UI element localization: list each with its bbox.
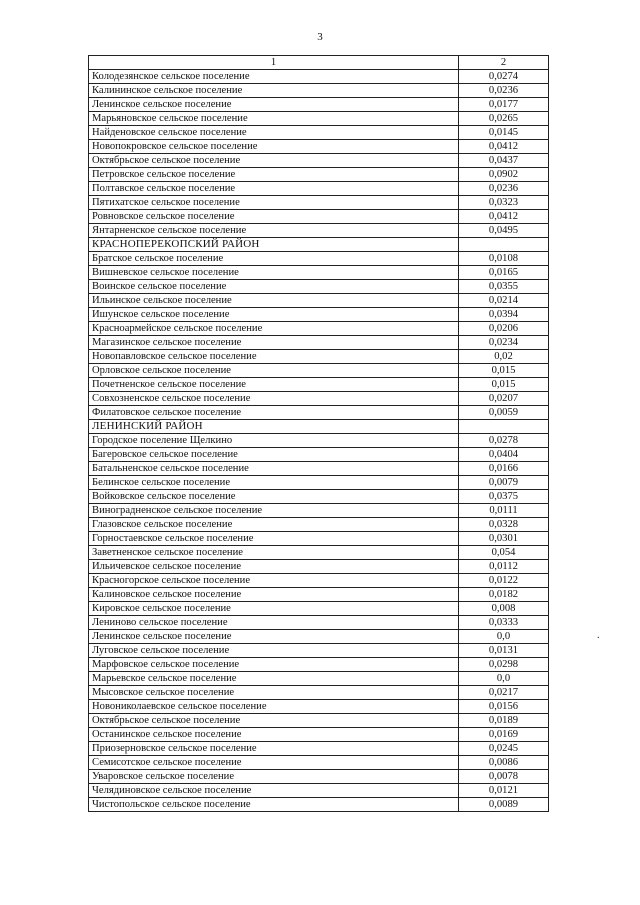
table-row [89,658,549,672]
settlement-name: Багеровское сельское поселение [89,448,459,462]
settlement-name: Марьяновское сельское поселение [89,112,459,126]
table-row [89,448,549,462]
settlement-value: 0,0078 [459,770,549,784]
settlement-value: 0,0412 [459,140,549,154]
settlement-value: 0,0 [459,630,549,644]
table-row [89,770,549,784]
settlement-name: Пятихатское сельское поселение [89,196,459,210]
settlement-name: Глазовское сельское поселение [89,518,459,532]
settlement-value: 0,0375 [459,490,549,504]
table-row [89,588,549,602]
settlement-value: 0,0495 [459,224,549,238]
table-row [89,532,549,546]
table-row [89,546,549,560]
settlement-value: 0,0166 [459,462,549,476]
table-row [89,602,549,616]
settlement-name: Семисотское сельское поселение [89,756,459,770]
settlement-name: Вишневское сельское поселение [89,266,459,280]
settlement-value: 0,0086 [459,756,549,770]
table-row [89,756,549,770]
table-row [89,644,549,658]
settlement-name: Белинское сельское поселение [89,476,459,490]
table-row [89,98,549,112]
settlement-name: Челядиновское сельское поселение [89,784,459,798]
page-number: 3 [317,31,323,43]
settlements-table [88,55,549,812]
table-row [89,112,549,126]
column-header-1: 1 [89,56,459,70]
settlement-name: Ильинское сельское поселение [89,294,459,308]
table-row [89,210,549,224]
settlement-name: Филатовское сельское поселение [89,406,459,420]
table-row [89,196,549,210]
table-row [89,784,549,798]
settlement-name: Полтавское сельское поселение [89,182,459,196]
settlement-name: Марфовское сельское поселение [89,658,459,672]
settlement-name: Янтарненское сельское поселение [89,224,459,238]
settlement-value: 0,0122 [459,574,549,588]
settlement-name: Заветненское сельское поселение [89,546,459,560]
settlement-name: Магазинское сельское поселение [89,336,459,350]
settlement-value: 0,0234 [459,336,549,350]
settlement-value: 0,0089 [459,798,549,812]
settlement-value: 0,008 [459,602,549,616]
settlement-value: 0,054 [459,546,549,560]
district-row [89,238,549,252]
settlement-name: Новониколаевское сельское поселение [89,700,459,714]
settlement-name: Луговское сельское поселение [89,644,459,658]
settlement-value: 0,0108 [459,252,549,266]
settlement-value [459,238,549,252]
settlement-name: Орловское сельское поселение [89,364,459,378]
table-row [89,504,549,518]
table-row [89,490,549,504]
table-row [89,308,549,322]
settlement-name: Ровновское сельское поселение [89,210,459,224]
settlement-name: Горностаевское сельское поселение [89,532,459,546]
settlement-name: Лениново сельское поселение [89,616,459,630]
settlement-name: Кировское сельское поселение [89,602,459,616]
district-name: КРАСНОПЕРЕКОПСКИЙ РАЙОН [89,238,459,252]
district-row [89,420,549,434]
table-row [89,672,549,686]
settlement-value: 0,0236 [459,182,549,196]
table-row [89,154,549,168]
settlement-value: 0,0189 [459,714,549,728]
settlement-name: Калиновское сельское поселение [89,588,459,602]
settlement-name: Батальненское сельское поселение [89,462,459,476]
table-row [89,224,549,238]
table-row [89,322,549,336]
settlement-name: Октябрьское сельское поселение [89,154,459,168]
settlement-value [459,420,549,434]
settlement-value: 0,0145 [459,126,549,140]
settlement-name: Калининское сельское поселение [89,84,459,98]
settlement-name: Мысовское сельское поселение [89,686,459,700]
settlement-value: 0,0079 [459,476,549,490]
settlement-name: Виноградненское сельское поселение [89,504,459,518]
settlement-name: Ильичевское сельское поселение [89,560,459,574]
settlement-value: 0,0298 [459,658,549,672]
settlement-name: Октябрьское сельское поселение [89,714,459,728]
settlement-name: Городское поселение Щелкино [89,434,459,448]
settlement-value: 0,0121 [459,784,549,798]
table-row [89,336,549,350]
settlement-value: 0,0394 [459,308,549,322]
district-name: ЛЕНИНСКИЙ РАЙОН [89,420,459,434]
table-row [89,574,549,588]
stray-mark: . [597,630,600,641]
settlement-value: 0,0328 [459,518,549,532]
settlement-name: Останинское сельское поселение [89,728,459,742]
table-row [89,406,549,420]
settlement-value: 0,0278 [459,434,549,448]
settlement-value: 0,0206 [459,322,549,336]
table-row [89,434,549,448]
settlement-name: Петровское сельское поселение [89,168,459,182]
settlement-name: Почетненское сельское поселение [89,378,459,392]
table-row [89,126,549,140]
table-row [89,350,549,364]
settlement-name: Войковское сельское поселение [89,490,459,504]
settlement-name: Чистопольское сельское поселение [89,798,459,812]
table-row [89,140,549,154]
settlement-value: 0,0323 [459,196,549,210]
settlement-value: 0,0182 [459,588,549,602]
column-header-2: 2 [459,56,549,70]
table-row [89,252,549,266]
table-body [89,70,549,812]
settlement-value: 0,0111 [459,504,549,518]
settlement-value: 0,015 [459,364,549,378]
settlement-name: Ленинское сельское поселение [89,630,459,644]
table-row [89,518,549,532]
table-row [89,462,549,476]
settlement-name: Новопавловское сельское поселение [89,350,459,364]
settlement-value: 0,0412 [459,210,549,224]
table-row [89,728,549,742]
settlement-value: 0,0274 [459,70,549,84]
settlement-name: Колодезянское сельское поселение [89,70,459,84]
settlement-name: Ленинское сельское поселение [89,98,459,112]
table-row [89,378,549,392]
settlement-value: 0,0265 [459,112,549,126]
settlement-value: 0,0245 [459,742,549,756]
settlement-value: 0,0059 [459,406,549,420]
settlement-value: 0,0131 [459,644,549,658]
settlement-name: Найденовское сельское поселение [89,126,459,140]
settlement-value: 0,0112 [459,560,549,574]
settlement-name: Уваровское сельское поселение [89,770,459,784]
settlement-name: Братское сельское поселение [89,252,459,266]
settlement-value: 0,0355 [459,280,549,294]
table-row [89,266,549,280]
table-row [89,798,549,812]
table-header-row [89,56,549,70]
table-row [89,742,549,756]
settlement-value: 0,0902 [459,168,549,182]
settlement-value: 0,0236 [459,84,549,98]
table-row [89,630,549,644]
settlement-value: 0,0169 [459,728,549,742]
table-row [89,700,549,714]
settlement-value: 0,015 [459,378,549,392]
settlement-value: 0,0333 [459,616,549,630]
table-row [89,476,549,490]
table-row [89,168,549,182]
settlement-name: Красногорское сельское поселение [89,574,459,588]
settlement-name: Красноармейское сельское поселение [89,322,459,336]
table-row [89,560,549,574]
settlement-value: 0,0156 [459,700,549,714]
table-row [89,616,549,630]
table-row [89,280,549,294]
table-row [89,294,549,308]
table-row [89,686,549,700]
settlement-value: 0,0165 [459,266,549,280]
table-row [89,364,549,378]
table-row [89,182,549,196]
settlement-name: Совхозненское сельское поселение [89,392,459,406]
settlement-value: 0,0177 [459,98,549,112]
settlement-value: 0,0 [459,672,549,686]
settlement-name: Марьевское сельское поселение [89,672,459,686]
table-row [89,714,549,728]
table-row [89,84,549,98]
table-row [89,392,549,406]
settlement-name: Приозерновское сельское поселение [89,742,459,756]
settlement-value: 0,0301 [459,532,549,546]
table-row [89,70,549,84]
settlement-value: 0,0437 [459,154,549,168]
settlement-value: 0,0214 [459,294,549,308]
settlement-name: Новопокровское сельское поселение [89,140,459,154]
settlement-value: 0,0217 [459,686,549,700]
settlement-value: 0,0404 [459,448,549,462]
settlement-name: Ишунское сельское поселение [89,308,459,322]
settlement-value: 0,02 [459,350,549,364]
settlement-value: 0,0207 [459,392,549,406]
settlement-name: Воинское сельское поселение [89,280,459,294]
